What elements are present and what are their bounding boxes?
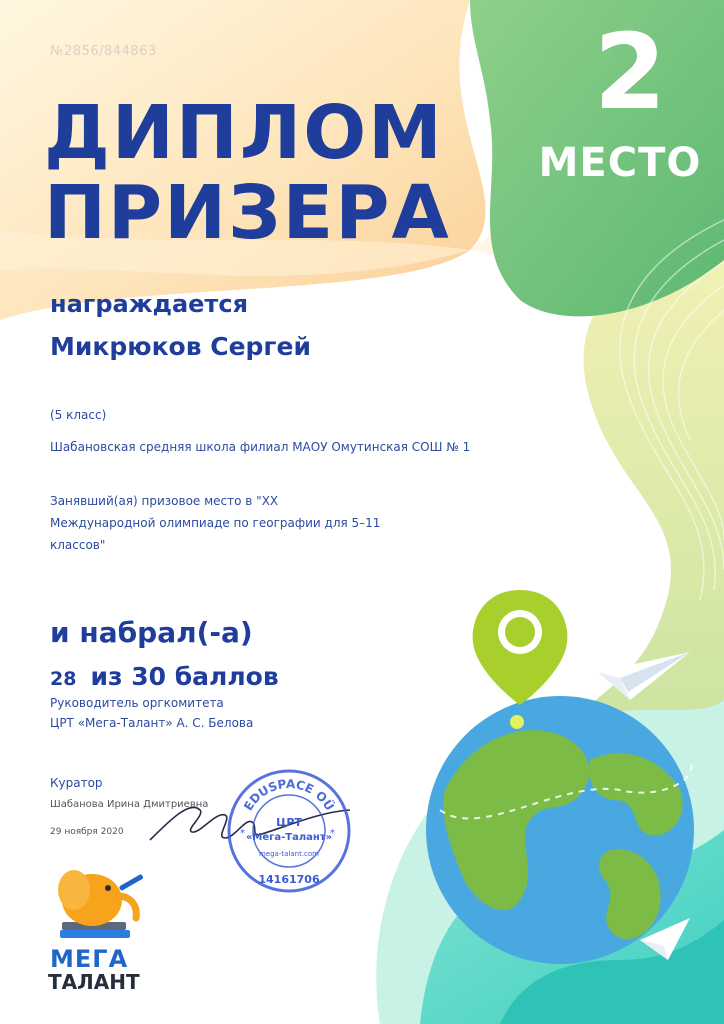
achievement-line-1: Занявший(ая) призовое место в "XX (50, 494, 279, 508)
title-line-2: ПРИЗЕРА (44, 170, 451, 256)
title-line-1: ДИПЛОМ (44, 90, 444, 176)
curator-role: Куратор (50, 776, 103, 790)
organization-stamp (226, 768, 352, 894)
stamp-center-line-2: «Мега-Талант» (245, 832, 333, 843)
stamp-ring-text: EDUSPACE OÜ (241, 776, 337, 814)
school-text: Шабановская средняя школа филиал МАОУ Омутинская СОШ № 1 (50, 440, 471, 454)
stamp-url: mega-talant.com (258, 850, 320, 858)
logo-line-2: ТАЛАНТ (48, 970, 140, 994)
awarded-label: награждается (50, 290, 248, 318)
stamp-number: 14161706 (258, 873, 320, 886)
recipient-name: Микрюков Сергей (50, 332, 311, 361)
score-total: из 30 баллов (90, 662, 279, 691)
serial-number: №2856/844863 (50, 44, 157, 59)
head-org: ЦРТ «Мега-Талант» А. С. Белова (50, 716, 254, 730)
scored-label: и набрал(-а) (50, 616, 253, 649)
achievement-line-2: Международной олимпиаде по географии для 5–11 (50, 516, 381, 530)
place-number: 2 (593, 11, 667, 133)
logo-line-1: МЕГА (50, 945, 129, 973)
curator-name: Шабанова Ирина Дмитриевна (50, 799, 209, 810)
stamp-star-left: * (240, 828, 245, 839)
achievement-text (50, 490, 450, 556)
stamp-star-right: * (330, 828, 335, 839)
globe (426, 696, 694, 964)
achievement-line-3: классов" (50, 538, 106, 552)
head-role: Руководитель оргкомитета (50, 696, 224, 710)
grade-text: (5 класс) (50, 408, 107, 422)
elephant-mascot-icon (58, 870, 144, 938)
score-line (50, 662, 279, 691)
score-value: 28 (50, 668, 77, 690)
place-word: МЕСТО (538, 140, 702, 186)
issue-date: 29 ноября 2020 (50, 827, 124, 837)
stamp-center-line-1: ЦРТ (276, 816, 302, 829)
